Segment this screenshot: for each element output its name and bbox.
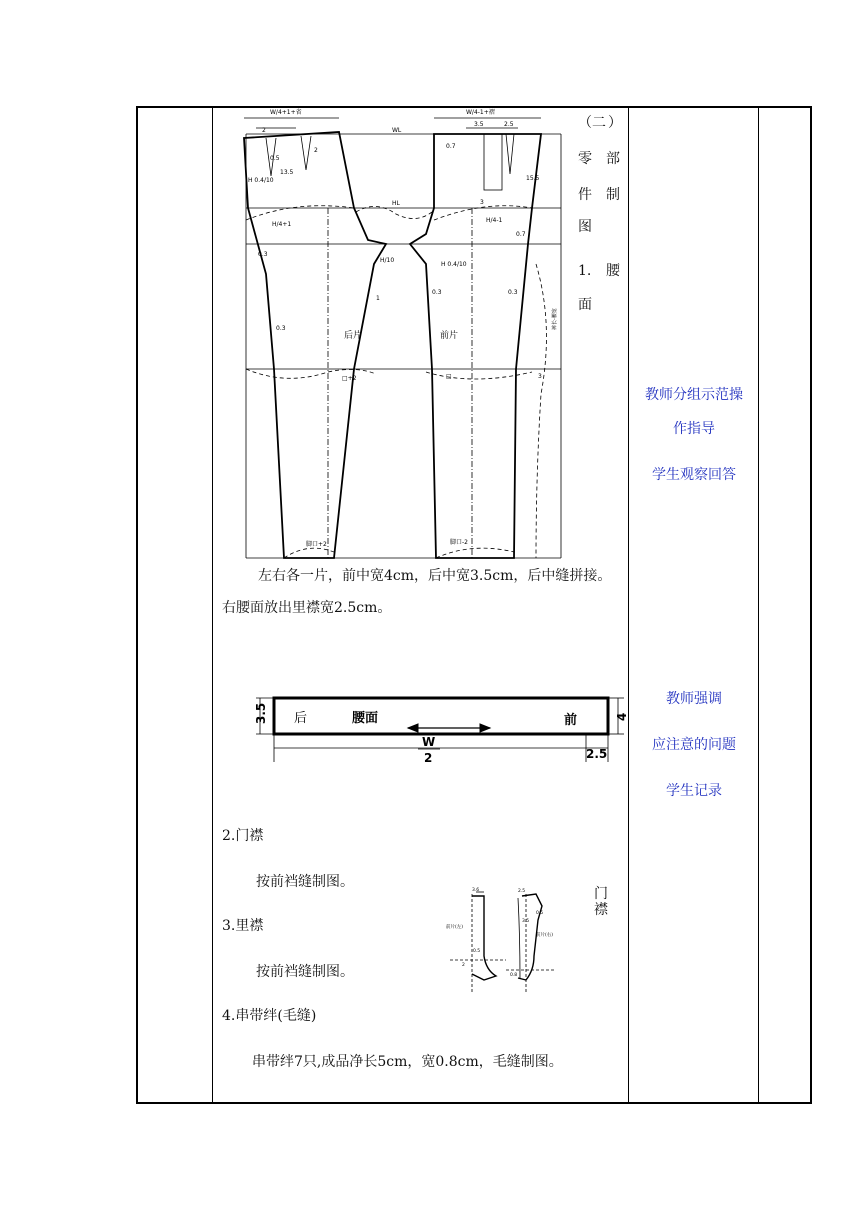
trouser-pattern-diagram — [236, 104, 566, 562]
h-plus-label: H/4+1 — [272, 221, 292, 228]
teaching-note: 教师分组示范操 — [645, 387, 743, 403]
front-knee-label: □ — [446, 373, 452, 380]
dim-label: 1 — [376, 295, 380, 302]
dim-label: 13.5 — [280, 169, 294, 176]
fly-dim: 0.5 — [536, 911, 544, 916]
dim-label: 0.3 — [432, 289, 442, 296]
fly-dim: 0.8 — [510, 973, 518, 978]
item2-text: 按前裆缝制图。 — [256, 874, 354, 890]
back-waist-formula: W/4+1+省 — [270, 109, 302, 116]
paragraph-line: 右腰面放出里襟宽2.5cm。 — [222, 600, 392, 616]
formula-numerator: W — [422, 735, 436, 749]
fly-dim: 0.5 — [473, 949, 481, 954]
dim-label: 0.3 — [508, 289, 518, 296]
item3-text: 按前裆缝制图。 — [256, 964, 354, 980]
fly-right-piece: 前片(右) — [536, 933, 554, 938]
dim-label: 2 — [262, 127, 266, 134]
h-fourten-label-front: H 0.4/10 — [441, 261, 467, 268]
dim-label: 3 — [480, 199, 484, 206]
front-label: 前 — [564, 713, 578, 728]
column-divider — [758, 106, 759, 1104]
dim-label: 2.5 — [504, 121, 514, 128]
back-hem-label: 脚口+2 — [306, 541, 327, 548]
outseam-label: 裤长-腰宽 — [552, 308, 558, 330]
fly-dim: 2 — [462, 963, 465, 968]
fly-left-piece: 前片(左) — [446, 925, 464, 930]
dim-label: 2 — [314, 147, 318, 154]
dim-label: 0.7 — [516, 231, 526, 238]
wl-label: WL — [392, 127, 402, 134]
teaching-note: 应注意的问题 — [652, 737, 736, 753]
front-hem-label: 脚口-2 — [450, 539, 468, 546]
h-ten-label: H/10 — [380, 257, 395, 264]
item1-heading: 1. 腰 面 — [578, 263, 620, 313]
fly-dim: 3.6 — [472, 888, 480, 893]
teaching-note: 作指导 — [673, 421, 715, 437]
h-fourten-label: H 0.4/10 — [248, 177, 274, 184]
dim-label: 0.3 — [258, 251, 268, 258]
formula-denominator: 2 — [424, 751, 433, 765]
paragraph-line: 左右各一片，前中宽4cm，后中宽3.5cm，后中缝拼接。 — [258, 568, 612, 584]
item2-title: 2.门襟 — [222, 828, 264, 844]
front-piece-label: 前片 — [440, 331, 459, 341]
back-piece-label: 后片 — [344, 331, 363, 341]
right-dim: 4 — [615, 712, 629, 721]
h-minus-label: H/4-1 — [486, 217, 503, 224]
item4-title: 4.串带绊(毛缝) — [222, 1008, 317, 1024]
column-divider — [628, 106, 629, 1104]
extension-dim: 2.5 — [586, 747, 608, 761]
dim-label: 3.5 — [474, 121, 484, 128]
teaching-note: 学生观察回答 — [652, 467, 736, 483]
fly-diagram-label: 门 襟 — [594, 886, 608, 918]
dim-label: 0.3 — [276, 325, 286, 332]
fly-dim: 3.5 — [522, 919, 530, 924]
back-knee-label: □+2 — [342, 375, 357, 382]
teaching-note: 教师强调 — [666, 691, 722, 707]
column-divider — [212, 106, 213, 1104]
waistband-diagram — [252, 688, 629, 770]
dim-label: 0.7 — [446, 143, 456, 150]
back-label: 后 — [294, 711, 308, 726]
item3-title: 3.里襟 — [222, 918, 264, 934]
fly-diagram — [446, 886, 560, 994]
teaching-note: 学生记录 — [666, 783, 722, 799]
dim-label: 0.5 — [270, 155, 280, 162]
front-waist-formula: W/4-1+褶 — [466, 109, 495, 116]
dim-label: 3 — [538, 373, 542, 380]
item4-text: 串带绊7只,成品净长5cm，宽0.8cm，毛缝制图。 — [252, 1054, 563, 1070]
waistband-name: 腰面 — [352, 711, 379, 726]
left-dim: 3.5 — [254, 702, 268, 724]
hl-label: HL — [392, 200, 400, 207]
fly-dim: 2.5 — [518, 889, 526, 894]
dim-label: 15.5 — [526, 175, 540, 182]
